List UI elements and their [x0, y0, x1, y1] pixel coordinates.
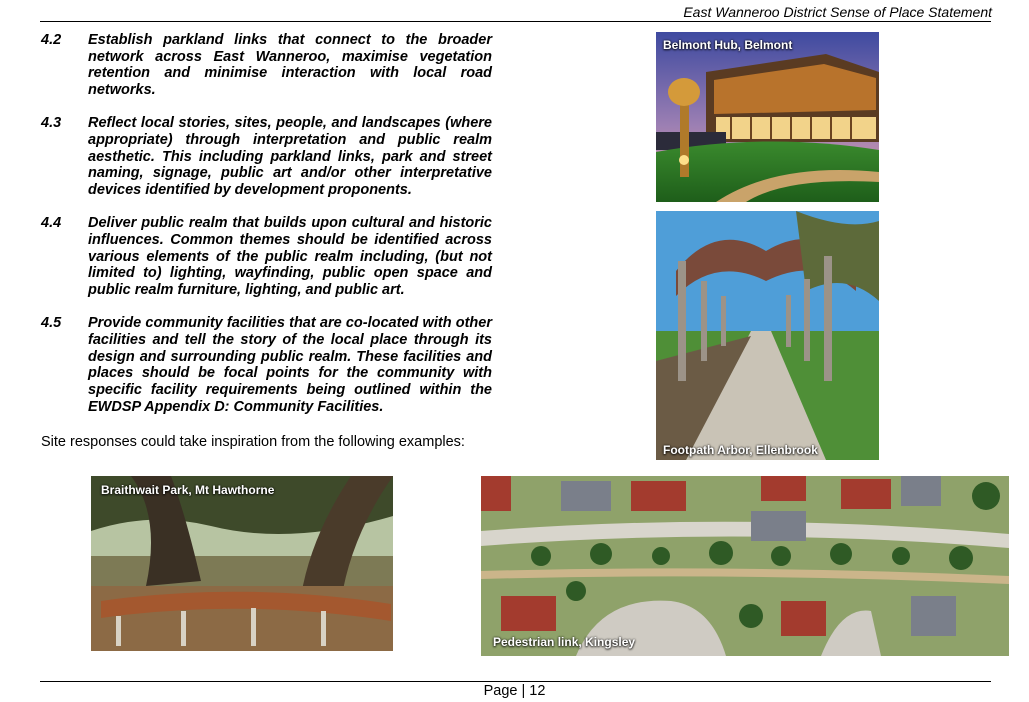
- header-divider: [40, 21, 991, 22]
- photo-caption: Pedestrian link, Kingsley: [493, 635, 636, 649]
- photo-caption: Belmont Hub, Belmont: [663, 38, 793, 52]
- photo-caption: Footpath Arbor, Ellenbrook: [663, 443, 818, 457]
- list-item: [41, 215, 492, 299]
- intro-text: Site responses could take inspiration from the following examples:: [41, 434, 465, 450]
- item-text: Establish parkland links that connect to the broader network across East Wanneroo, maximise vegetation retention and minimise interaction with local road networks.: [88, 32, 492, 99]
- item-text: Deliver public realm that builds upon cultural and historic influences. Common themes should be identified across various elements of the public realm including, (but not limited to) lighting, wayfinding, public open space and public realm furniture, lighting, and public art.: [88, 215, 492, 299]
- item-number: 4.2: [41, 32, 62, 48]
- braithwait-park-photo: [91, 476, 393, 651]
- belmont-hub-photo: [656, 32, 879, 202]
- item-text: Reflect local stories, sites, people, and landscapes (where appropriate) through interpretation and public realm aesthetic. This including parkland links, park and street naming, signage, public art and/or other interpretative devices identified by development proponents.: [88, 115, 492, 199]
- footpath-arbor-image: [656, 211, 879, 460]
- numbered-items: [41, 32, 492, 432]
- pedestrian-link-image: [481, 476, 1009, 656]
- page-number: Page | 12: [483, 683, 546, 699]
- list-item: [41, 315, 492, 415]
- braithwait-park-image: [91, 476, 393, 651]
- item-text: Provide community facilities that are co-located with other facilities and tell the story of the local place through its design and surrounding public realm. These facilities and places should be focal points for the community with specific facility requirements being outlined within the EWDSP Appendix D: Community Facilities.: [88, 315, 492, 415]
- document-header-title: East Wanneroo District Sense of Place Statement: [683, 4, 992, 20]
- item-number: 4.5: [41, 315, 62, 332]
- pedestrian-link-photo: [481, 476, 1009, 656]
- photo-caption: Braithwait Park, Mt Hawthorne: [101, 483, 275, 497]
- footer-divider: [40, 681, 991, 682]
- list-item: [41, 115, 492, 199]
- footpath-arbor-photo: [656, 211, 879, 460]
- item-number: 4.4: [41, 215, 62, 232]
- item-number: 4.3: [41, 115, 62, 132]
- belmont-hub-image: [656, 32, 879, 202]
- list-item: [41, 32, 492, 99]
